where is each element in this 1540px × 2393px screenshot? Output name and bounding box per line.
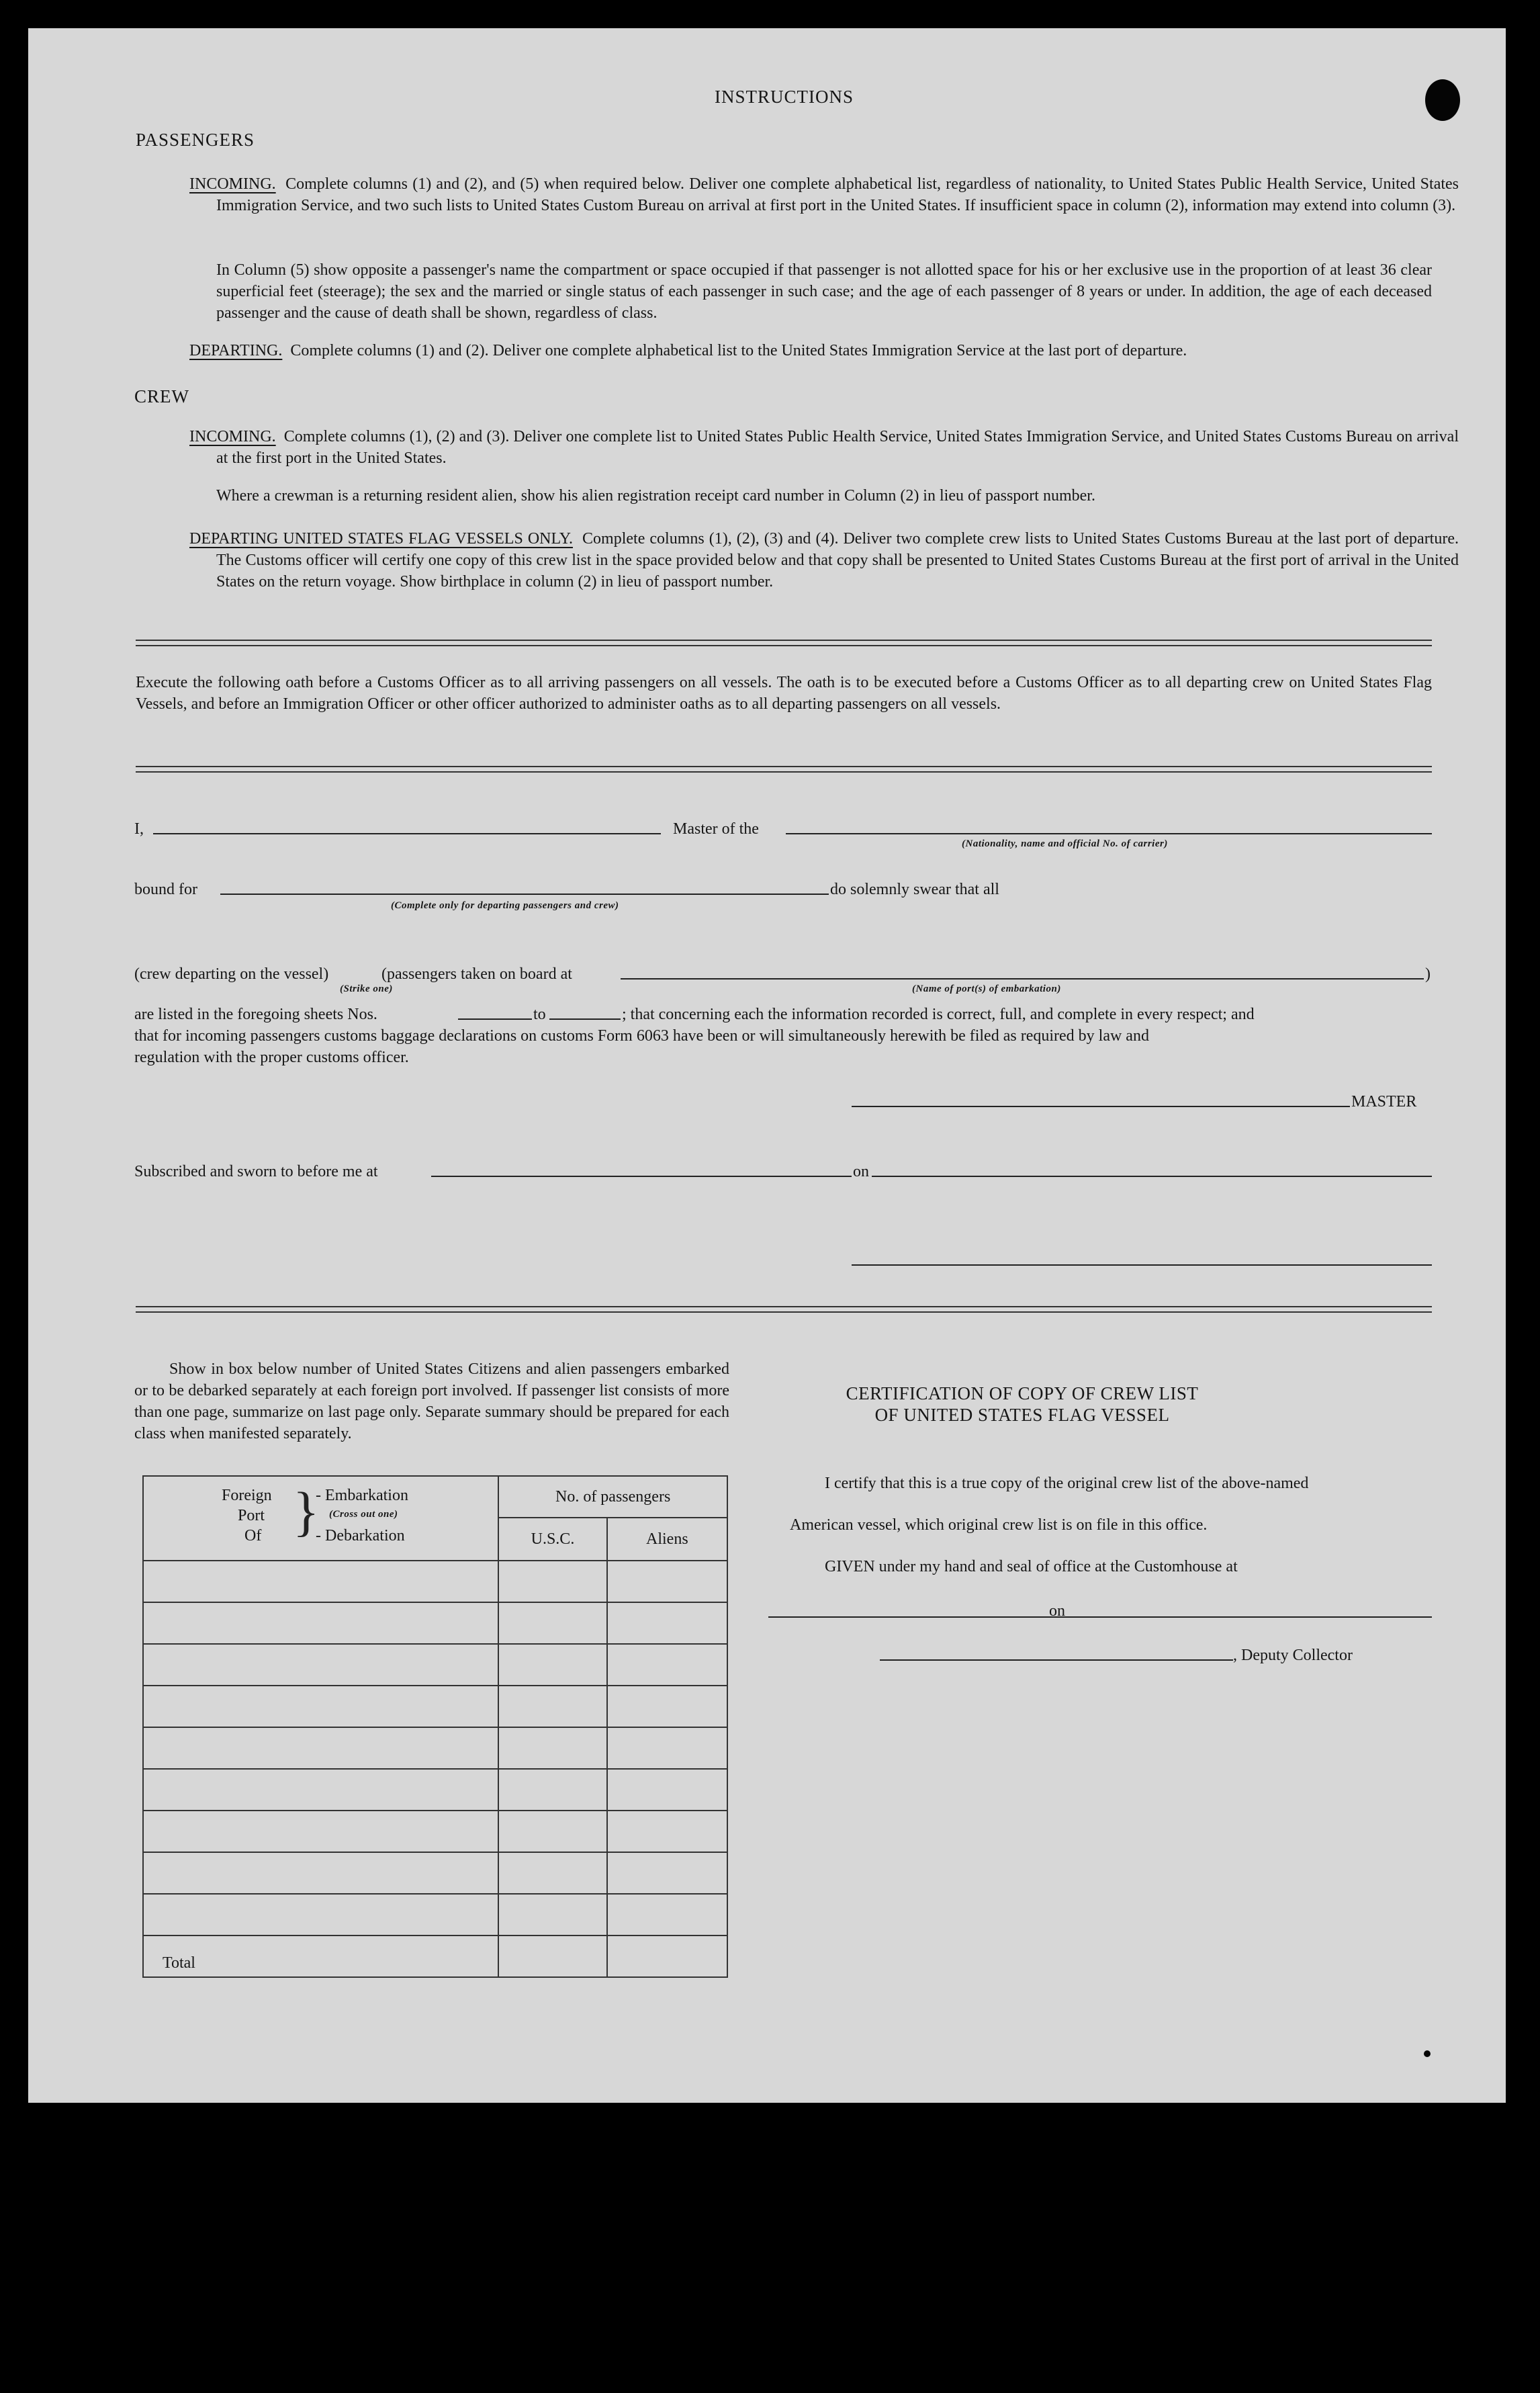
aliens-cell[interactable] [607, 1811, 727, 1852]
aliens-cell[interactable] [607, 1894, 727, 1935]
master-of-the-label: Master of the [673, 820, 759, 838]
deputy-signature-field[interactable] [880, 1659, 1233, 1661]
port-cell[interactable] [143, 1894, 498, 1935]
passengers-departing-paragraph [189, 340, 1432, 361]
officer-signature-field[interactable] [852, 1264, 1432, 1266]
divider-3 [136, 1306, 1432, 1313]
cross-out-note: (Cross out one) [329, 1509, 398, 1520]
customhouse-field[interactable] [768, 1616, 1076, 1618]
instructions-title: INSTRUCTIONS [715, 87, 854, 107]
usc-total-cell[interactable] [498, 1935, 606, 1977]
sworn-place-field[interactable] [431, 1176, 852, 1177]
crew-departing-text: Complete columns (1), (2), (3) and (4). Deliver two complete crew lists to United States Customs Bureau at the last port of departure. The Customs officer will certify one copy of this crew list in the space provided below and that copy shall be presented to United States Customs Bureau at the first port of arrival in the United States on the return voyage. Show birthplace in column (2) in lieu of passport number. [216, 530, 1459, 591]
document-page [28, 28, 1506, 2103]
oath-intro: Execute the following oath before a Customs Officer as to all arriving passengers on all vessels. The oath is to be executed before a Customs Officer as to all departing crew on United States Flag Vessels, and before an Immigration Officer or other officer authorized to administer oaths as to all departing passengers on all vessels. [136, 674, 1432, 713]
name-of-ports-note: (Name of port(s) of embarkation) [912, 984, 1061, 994]
summary-instructions: Show in box below number of United States Citizens and alien passengers embarked or to be debarked separately at each foreign port involved. If passenger list consists of more than one page, summarize on last page only. Separate summary should be prepared for each class when manifested separately. [134, 1360, 729, 1442]
crew-incoming-text: Complete columns (1), (2) and (3). Deliver one complete list to United States Public Health Service, United States Immigration Service, and United States Customs Bureau on arrival at the first port in the United States. [216, 428, 1459, 467]
aliens-cell[interactable] [607, 1727, 727, 1769]
master-signature-field[interactable] [852, 1106, 1350, 1107]
sworn-date-field[interactable] [872, 1176, 1432, 1177]
crew-departing-option: (crew departing on the vessel) [134, 965, 329, 983]
passengers-incoming-label: INCOMING. [189, 175, 276, 193]
aliens-cell[interactable] [607, 1769, 727, 1811]
crew-incoming-label: INCOMING. [189, 428, 276, 445]
certification-title-1: CERTIFICATION OF COPY OF CREW LIST [846, 1383, 1199, 1403]
cert-on-label: on [1049, 1602, 1065, 1620]
total-label: Total [143, 1935, 498, 1977]
deputy-collector-label: , Deputy Collector [1233, 1647, 1353, 1664]
certify-line-2: American vessel, which original crew list is on file in this office. [790, 1516, 1208, 1534]
usc-cell[interactable] [498, 1811, 606, 1852]
listed-rest: ; that concerning each the information recorded is correct, full, and complete in every respect; and [622, 1006, 1255, 1023]
port-cell[interactable] [143, 1602, 498, 1644]
do-swear-label: do solemnly swear that all [830, 881, 999, 898]
close-paren: ) [1425, 965, 1431, 983]
ports-field[interactable] [621, 978, 1424, 980]
aliens-total-cell[interactable] [607, 1935, 727, 1977]
brace-icon: } [293, 1481, 320, 1542]
usc-cell[interactable] [498, 1644, 606, 1686]
oath-i-label: I, [134, 820, 144, 838]
ink-blot [1425, 79, 1460, 121]
usc-cell[interactable] [498, 1852, 606, 1894]
usc-cell[interactable] [498, 1769, 606, 1811]
ink-spot [1424, 2050, 1431, 2057]
crew-incoming-paragraph [189, 426, 1459, 469]
divider-2 [136, 766, 1432, 773]
master-name-field[interactable] [153, 833, 661, 834]
usc-cell[interactable] [498, 1894, 606, 1935]
port-cell[interactable] [143, 1686, 498, 1727]
embarkation-label: - Embarkation [316, 1487, 408, 1504]
of-label: Of [244, 1527, 262, 1544]
aliens-cell[interactable] [607, 1602, 727, 1644]
carrier-field[interactable] [786, 833, 1432, 834]
aliens-cell[interactable] [607, 1852, 727, 1894]
certify-line-1: I certify that this is a true copy of the original crew list of the above-named [825, 1475, 1309, 1492]
foreign-label: Foreign [222, 1487, 272, 1504]
passengers-departing-label: DEPARTING. [189, 342, 283, 359]
subscribed-label: Subscribed and sworn to before me at [134, 1163, 378, 1180]
crew-heading: CREW [134, 386, 189, 406]
port-header-cell [143, 1476, 498, 1561]
port-cell[interactable] [143, 1561, 498, 1602]
bound-for-field[interactable] [220, 894, 829, 895]
aliens-cell[interactable] [607, 1644, 727, 1686]
crew-departing-paragraph [189, 528, 1459, 593]
listed-prefix: are listed in the foregoing sheets Nos. [134, 1006, 377, 1023]
listed-line3: regulation with the proper customs officer. [134, 1049, 409, 1066]
given-line: GIVEN under my hand and seal of office at the Customhouse at [825, 1558, 1238, 1575]
passengers-departing-text: Complete columns (1) and (2). Deliver one complete alphabetical list to the United States Immigration Service at the last port of departure. [290, 342, 1187, 359]
passengers-incoming-paragraph [189, 173, 1459, 216]
port-cell[interactable] [143, 1769, 498, 1811]
port-cell[interactable] [143, 1727, 498, 1769]
sworn-on-label: on [853, 1163, 869, 1180]
certification-title-2: OF UNITED STATES FLAG VESSEL [874, 1405, 1170, 1425]
passengers-heading: PASSENGERS [136, 130, 255, 150]
sheet-from-field[interactable] [458, 1018, 532, 1020]
port-label: Port [238, 1507, 265, 1524]
debarkation-label: - Debarkation [316, 1527, 405, 1544]
cert-date-field[interactable] [1067, 1616, 1432, 1618]
aliens-header: Aliens [607, 1518, 727, 1561]
aliens-cell[interactable] [607, 1686, 727, 1727]
strike-one-note: (Strike one) [340, 984, 393, 994]
usc-cell[interactable] [498, 1686, 606, 1727]
crew-departing-label: DEPARTING UNITED STATES FLAG VESSELS ONLY. [189, 530, 573, 548]
crew-resident-paragraph: Where a crewman is a returning resident alien, show his alien registration receipt card number in Column (2) in lieu of passport number. [216, 487, 1095, 505]
usc-cell[interactable] [498, 1602, 606, 1644]
summary-table [142, 1475, 728, 1978]
nationality-note: (Nationality, name and official No. of carrier) [962, 838, 1168, 849]
divider-1 [136, 640, 1432, 646]
no-passengers-header: No. of passengers [498, 1476, 727, 1518]
usc-cell[interactable] [498, 1561, 606, 1602]
sheet-to-field[interactable] [549, 1018, 621, 1020]
passengers-taken-option: (passengers taken on board at [381, 965, 572, 983]
aliens-cell[interactable] [607, 1561, 727, 1602]
listed-line2: that for incoming passengers customs baggage declarations on customs Form 6063 have been or will simultaneously herewith be filed as required by law and [134, 1027, 1149, 1045]
usc-header: U.S.C. [498, 1518, 606, 1561]
port-cell[interactable] [143, 1811, 498, 1852]
bound-for-label: bound for [134, 881, 197, 898]
master-label: MASTER [1351, 1093, 1417, 1111]
passengers-column5-paragraph: In Column (5) show opposite a passenger's name the compartment or space occupied if that passenger is not allotted space for his or her exclusive use in the proportion of at least 36 clear superficial feet (steerage); the sex and the married or single status of each passenger in such case; and the age of each passenger of 8 years or under. In addition, the age of each deceased passenger and the cause of death shall be shown, regardless of class. [216, 261, 1432, 322]
port-cell[interactable] [143, 1852, 498, 1894]
port-cell[interactable] [143, 1644, 498, 1686]
complete-only-note: (Complete only for departing passengers and crew) [391, 900, 619, 911]
usc-cell[interactable] [498, 1727, 606, 1769]
to-label: to [533, 1006, 546, 1023]
passengers-incoming-text: Complete columns (1) and (2), and (5) when required below. Deliver one complete alphabetical list, regardless of nationality, to United States Public Health Service, United States Immigration Service, and two such lists to United States Custom Bureau on arrival at first port in the United States. If insufficient space in column (2), information may extend into column (3). [216, 175, 1459, 214]
